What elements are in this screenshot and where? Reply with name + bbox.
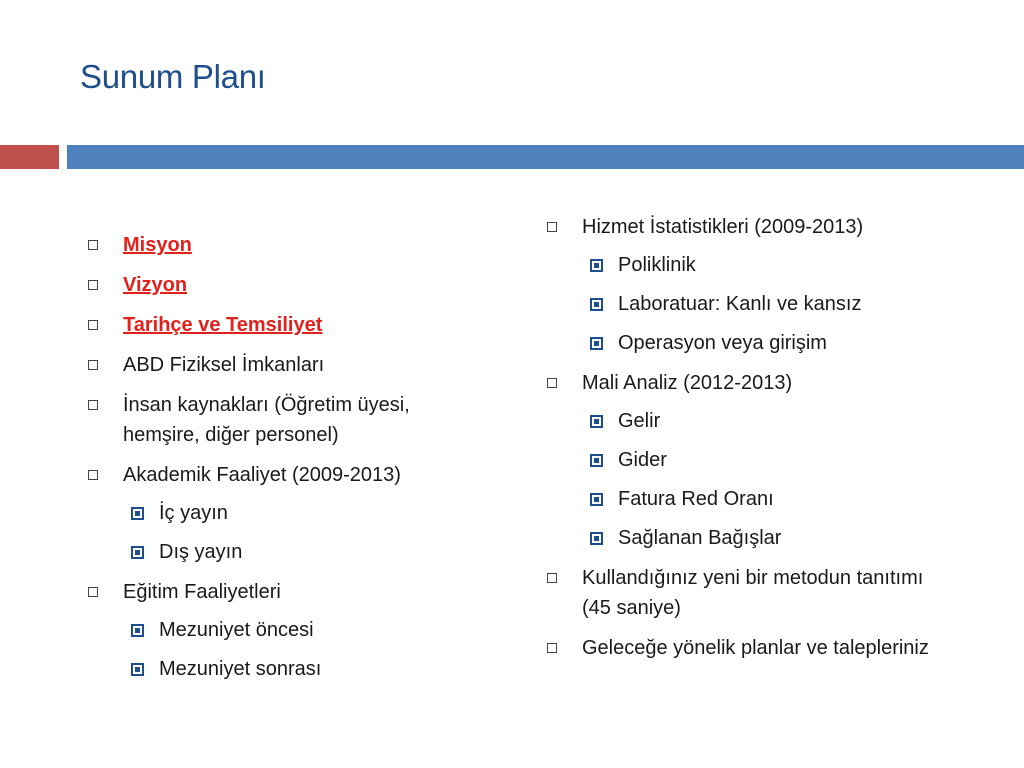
sub-list-item [123,498,468,528]
list-item [88,390,468,450]
sub-list-item [582,250,947,280]
filled-square-bullet-icon [590,415,603,428]
sub-list-item [582,289,947,319]
sub-list-item-label: Mezuniyet öncesi [159,619,314,641]
list-item [88,460,468,567]
square-bullet-icon [547,643,557,653]
list-item-label: Geleceğe yönelik planlar ve talepleriniz [582,637,929,659]
square-bullet-icon [547,573,557,583]
sub-list-item-label: Sağlanan Bağışlar [618,527,782,549]
sub-list-item [582,406,947,436]
filled-square-bullet-icon [131,624,144,637]
square-bullet-icon [547,378,557,388]
sub-list-item-label: Operasyon veya girişim [618,332,827,354]
list-item-label: Eğitim Faaliyetleri [123,581,281,603]
right-column [547,212,947,673]
sub-list-item-label: Mezuniyet sonrası [159,658,322,680]
left-column [88,230,468,694]
list-item-label: ABD Fiziksel İmkanları [123,354,325,376]
sub-list-item-label: Gider [618,449,667,471]
sub-list-item-label: Laboratuar: Kanlı ve kansız [618,293,862,315]
filled-square-bullet-icon [590,493,603,506]
list-item-label: Akademik Faaliyet (2009-2013) [123,464,401,486]
sub-list-item-label: Gelir [618,410,661,432]
sub-list-item [582,523,947,553]
sub-list-item [123,615,468,645]
filled-square-bullet-icon [590,259,603,272]
filled-square-bullet-icon [131,546,144,559]
list-item-label: Kullandığınız yeni bir metodun tanıtımı (45 saniye) [582,567,924,619]
sub-list-item [123,537,468,567]
sub-list-item [123,654,468,684]
square-bullet-icon [547,222,557,232]
filled-square-bullet-icon [590,454,603,467]
accent-bar-blue [67,145,1024,169]
sub-list-item-label: İç yayın [159,502,228,524]
list-item-vizyon[interactable] [88,270,468,300]
square-bullet-icon [88,240,98,250]
sub-list-item-label: Dış yayın [159,541,243,563]
list-item [88,577,468,684]
filled-square-bullet-icon [590,532,603,545]
list-item [547,633,947,663]
accent-bar-red [0,145,59,169]
filled-square-bullet-icon [590,298,603,311]
square-bullet-icon [88,360,98,370]
filled-square-bullet-icon [590,337,603,350]
filled-square-bullet-icon [131,507,144,520]
sub-list-item [582,484,947,514]
square-bullet-icon [88,470,98,480]
list-item [547,368,947,553]
square-bullet-icon [88,587,98,597]
list-item-label: İnsan kaynakları (Öğretim üyesi, hemşire, diğer personel) [123,394,410,446]
link-misyon[interactable]: Misyon [123,234,192,256]
link-vizyon[interactable]: Vizyon [123,274,188,296]
sub-list-item-label: Fatura Red Oranı [618,488,774,510]
square-bullet-icon [88,280,98,290]
filled-square-bullet-icon [131,663,144,676]
list-item-label: Hizmet İstatistikleri (2009-2013) [582,216,864,238]
slide-title: Sunum Planı [80,58,266,95]
sub-list-item-label: Poliklinik [618,254,696,276]
list-item [88,350,468,380]
list-item-label: Mali Analiz (2012-2013) [582,372,793,394]
list-item [547,212,947,358]
list-item-misyon[interactable] [88,230,468,260]
square-bullet-icon [88,320,98,330]
sub-list-item [582,445,947,475]
list-item-tarihce[interactable] [88,310,468,340]
square-bullet-icon [88,400,98,410]
list-item [547,563,947,623]
sub-list-item [582,328,947,358]
link-tarihce[interactable]: Tarihçe ve Temsiliyet [123,314,323,336]
